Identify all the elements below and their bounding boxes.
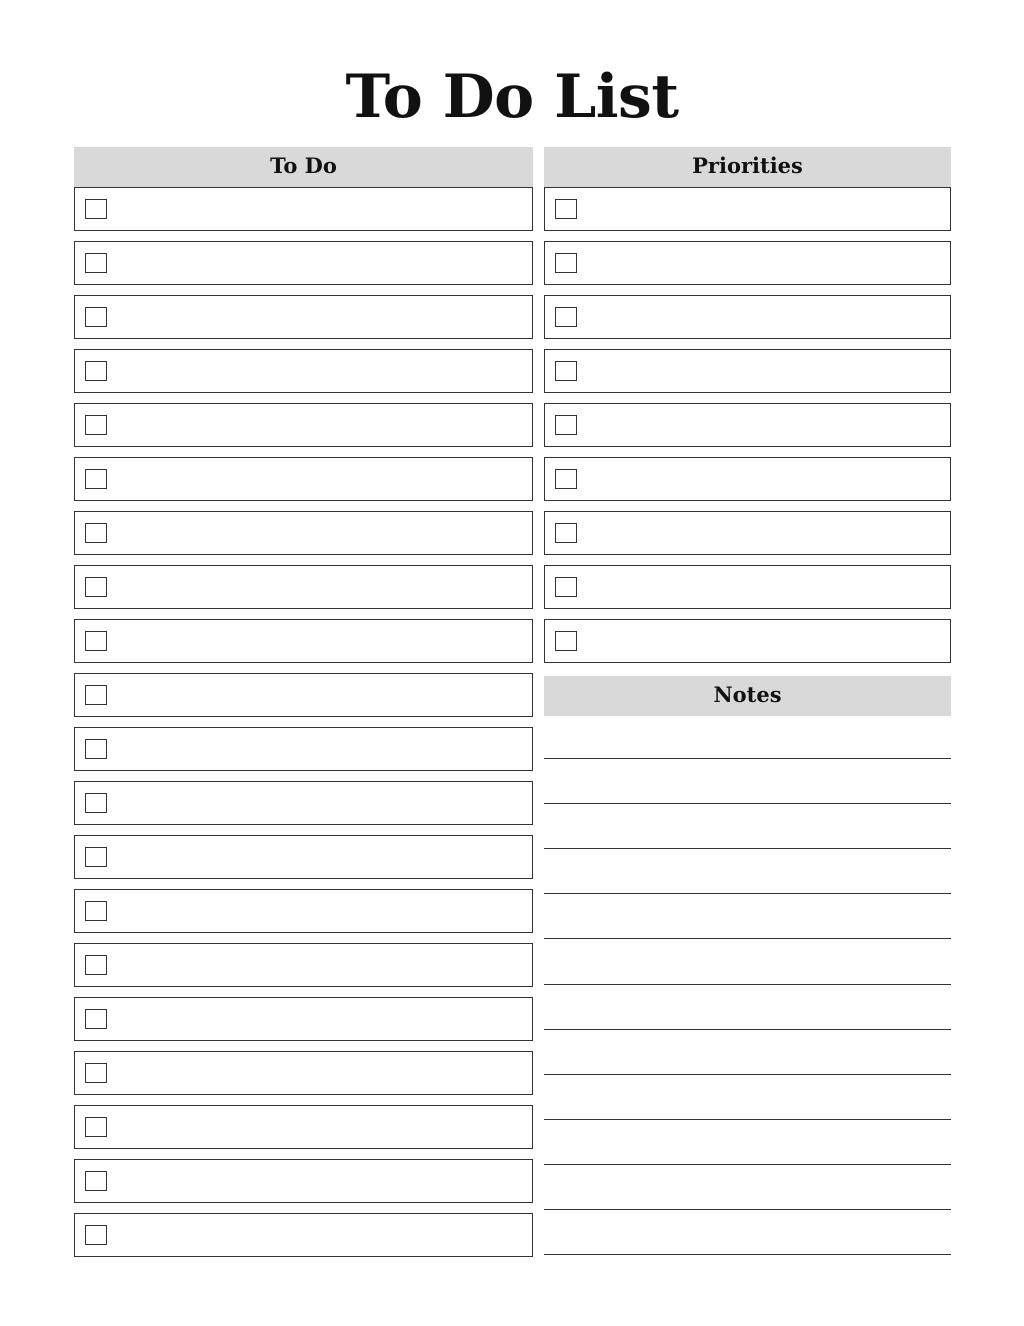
note-line[interactable] xyxy=(544,803,951,804)
todo-row[interactable] xyxy=(74,403,533,447)
todo-row[interactable] xyxy=(74,781,533,825)
priority-row[interactable] xyxy=(544,241,951,285)
todo-row[interactable] xyxy=(74,673,533,717)
checkbox[interactable] xyxy=(85,1063,107,1083)
note-line[interactable] xyxy=(544,984,951,985)
checkbox[interactable] xyxy=(555,469,577,489)
todo-row[interactable] xyxy=(74,295,533,339)
note-line[interactable] xyxy=(544,758,951,759)
checkbox[interactable] xyxy=(85,577,107,597)
page-title: To Do List xyxy=(345,62,679,132)
todo-row[interactable] xyxy=(74,565,533,609)
todo-header: To Do xyxy=(74,147,533,187)
checkbox[interactable] xyxy=(555,415,577,435)
priority-row[interactable] xyxy=(544,511,951,555)
checkbox[interactable] xyxy=(85,1009,107,1029)
todo-row[interactable] xyxy=(74,349,533,393)
checkbox[interactable] xyxy=(85,631,107,651)
todo-row[interactable] xyxy=(74,1159,533,1203)
todo-row[interactable] xyxy=(74,1213,533,1257)
checkbox[interactable] xyxy=(85,1117,107,1137)
note-line[interactable] xyxy=(544,938,951,939)
checkbox[interactable] xyxy=(555,577,577,597)
todo-row[interactable] xyxy=(74,511,533,555)
checkbox[interactable] xyxy=(85,685,107,705)
checkbox[interactable] xyxy=(85,739,107,759)
checkbox[interactable] xyxy=(555,523,577,543)
checkbox[interactable] xyxy=(555,361,577,381)
todo-row[interactable] xyxy=(74,457,533,501)
checkbox[interactable] xyxy=(85,361,107,381)
checkbox[interactable] xyxy=(85,847,107,867)
note-line[interactable] xyxy=(544,1254,951,1255)
note-line[interactable] xyxy=(544,1209,951,1210)
checkbox[interactable] xyxy=(85,469,107,489)
note-line[interactable] xyxy=(544,1074,951,1075)
todo-row[interactable] xyxy=(74,1051,533,1095)
todo-row[interactable] xyxy=(74,187,533,231)
note-line[interactable] xyxy=(544,1029,951,1030)
checkbox[interactable] xyxy=(85,955,107,975)
checkbox[interactable] xyxy=(555,253,577,273)
todo-row[interactable] xyxy=(74,619,533,663)
checkbox[interactable] xyxy=(85,793,107,813)
todo-row[interactable] xyxy=(74,889,533,933)
note-line[interactable] xyxy=(544,1164,951,1165)
priorities-header: Priorities xyxy=(544,147,951,187)
todo-row[interactable] xyxy=(74,943,533,987)
checkbox[interactable] xyxy=(85,199,107,219)
todo-row[interactable] xyxy=(74,835,533,879)
checkbox[interactable] xyxy=(555,631,577,651)
checkbox[interactable] xyxy=(85,1225,107,1245)
note-line[interactable] xyxy=(544,1119,951,1120)
checkbox[interactable] xyxy=(85,253,107,273)
todo-row[interactable] xyxy=(74,997,533,1041)
checkbox[interactable] xyxy=(555,307,577,327)
checkbox[interactable] xyxy=(85,523,107,543)
checkbox[interactable] xyxy=(555,199,577,219)
notes-header: Notes xyxy=(544,676,951,716)
priority-row[interactable] xyxy=(544,295,951,339)
checkbox[interactable] xyxy=(85,901,107,921)
checkbox[interactable] xyxy=(85,1171,107,1191)
note-line[interactable] xyxy=(544,848,951,849)
priority-row[interactable] xyxy=(544,457,951,501)
todo-row[interactable] xyxy=(74,727,533,771)
todo-row[interactable] xyxy=(74,1105,533,1149)
priority-row[interactable] xyxy=(544,565,951,609)
priority-row[interactable] xyxy=(544,403,951,447)
checkbox[interactable] xyxy=(85,307,107,327)
priority-row[interactable] xyxy=(544,619,951,663)
priority-row[interactable] xyxy=(544,349,951,393)
note-line[interactable] xyxy=(544,893,951,894)
todo-row[interactable] xyxy=(74,241,533,285)
checkbox[interactable] xyxy=(85,415,107,435)
priority-row[interactable] xyxy=(544,187,951,231)
